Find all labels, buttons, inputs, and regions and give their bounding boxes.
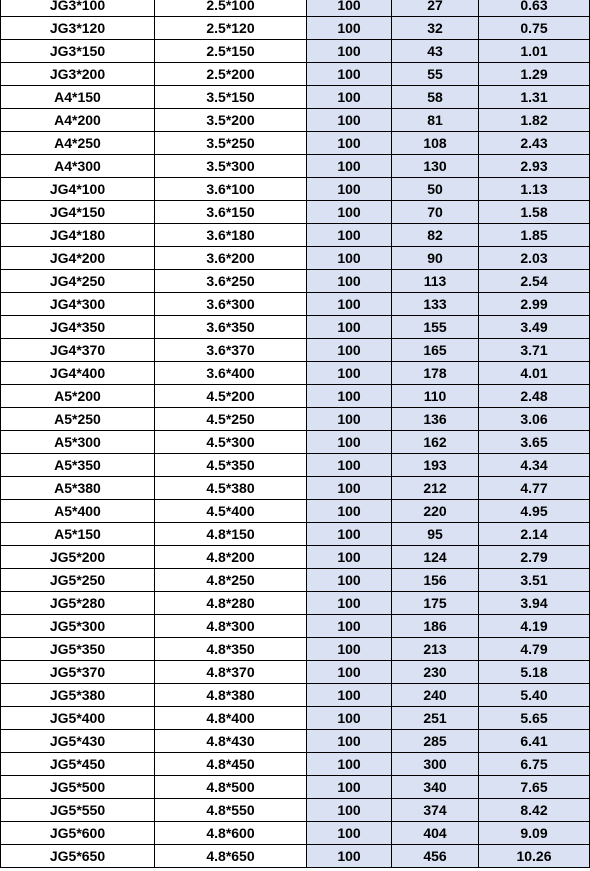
weight-cell: 2.93: [479, 155, 590, 178]
weight-cell: 1.13: [479, 178, 590, 201]
base-cell: 100: [307, 707, 392, 730]
value-cell: 285: [392, 730, 479, 753]
value-cell: 82: [392, 224, 479, 247]
model-cell: JG5*350: [1, 638, 155, 661]
weight-cell: 2.03: [479, 247, 590, 270]
value-cell: 50: [392, 178, 479, 201]
table-row: [1, 132, 590, 155]
weight-cell: 5.40: [479, 684, 590, 707]
weight-cell: 2.79: [479, 546, 590, 569]
weight-cell: 2.43: [479, 132, 590, 155]
value-cell: 456: [392, 845, 479, 868]
model-cell: JG5*500: [1, 776, 155, 799]
base-cell: 100: [307, 523, 392, 546]
size-cell: 4.8*430: [155, 730, 307, 753]
weight-cell: 10.26: [479, 845, 590, 868]
base-cell: 100: [307, 776, 392, 799]
weight-cell: 1.82: [479, 109, 590, 132]
base-cell: 100: [307, 431, 392, 454]
model-cell: JG4*370: [1, 339, 155, 362]
base-cell: 100: [307, 385, 392, 408]
weight-cell: 4.19: [479, 615, 590, 638]
weight-cell: 4.77: [479, 477, 590, 500]
table-row: [1, 385, 590, 408]
weight-cell: 8.42: [479, 799, 590, 822]
size-cell: 4.5*380: [155, 477, 307, 500]
base-cell: 100: [307, 454, 392, 477]
table-row: [1, 293, 590, 316]
model-cell: JG5*430: [1, 730, 155, 753]
base-cell: 100: [307, 799, 392, 822]
weight-cell: 9.09: [479, 822, 590, 845]
model-cell: JG5*380: [1, 684, 155, 707]
weight-cell: 7.65: [479, 776, 590, 799]
size-cell: 4.8*400: [155, 707, 307, 730]
weight-cell: 1.01: [479, 40, 590, 63]
base-cell: 100: [307, 86, 392, 109]
value-cell: 212: [392, 477, 479, 500]
model-cell: JG4*400: [1, 362, 155, 385]
value-cell: 32: [392, 17, 479, 40]
value-cell: 58: [392, 86, 479, 109]
base-cell: 100: [307, 684, 392, 707]
table-row: [1, 569, 590, 592]
base-cell: 100: [307, 592, 392, 615]
base-cell: 100: [307, 155, 392, 178]
size-cell: 4.5*300: [155, 431, 307, 454]
model-cell: A5*250: [1, 408, 155, 431]
model-cell: JG4*300: [1, 293, 155, 316]
size-cell: 3.5*250: [155, 132, 307, 155]
base-cell: 100: [307, 730, 392, 753]
table-row: [1, 799, 590, 822]
size-cell: 4.8*450: [155, 753, 307, 776]
model-cell: JG3*200: [1, 63, 155, 86]
base-cell: 100: [307, 0, 392, 17]
size-cell: 2.5*120: [155, 17, 307, 40]
table-row: [1, 0, 590, 17]
weight-cell: 4.34: [479, 454, 590, 477]
weight-cell: 1.31: [479, 86, 590, 109]
value-cell: 108: [392, 132, 479, 155]
size-cell: 4.5*200: [155, 385, 307, 408]
table-row: [1, 500, 590, 523]
size-cell: 4.8*250: [155, 569, 307, 592]
size-cell: 4.5*400: [155, 500, 307, 523]
model-cell: JG5*200: [1, 546, 155, 569]
base-cell: 100: [307, 845, 392, 868]
size-cell: 4.8*200: [155, 546, 307, 569]
model-cell: A4*150: [1, 86, 155, 109]
model-cell: JG5*650: [1, 845, 155, 868]
size-cell: 3.6*200: [155, 247, 307, 270]
base-cell: 100: [307, 270, 392, 293]
model-cell: A4*300: [1, 155, 155, 178]
weight-cell: 3.06: [479, 408, 590, 431]
size-cell: 4.5*350: [155, 454, 307, 477]
weight-cell: 4.95: [479, 500, 590, 523]
table-row: [1, 155, 590, 178]
value-cell: 213: [392, 638, 479, 661]
base-cell: 100: [307, 753, 392, 776]
base-cell: 100: [307, 63, 392, 86]
base-cell: 100: [307, 822, 392, 845]
weight-cell: 1.29: [479, 63, 590, 86]
weight-cell: 2.14: [479, 523, 590, 546]
model-cell: JG3*120: [1, 17, 155, 40]
table-row: [1, 477, 590, 500]
value-cell: 95: [392, 523, 479, 546]
size-cell: 3.5*300: [155, 155, 307, 178]
table-row: [1, 707, 590, 730]
weight-cell: 6.75: [479, 753, 590, 776]
value-cell: 165: [392, 339, 479, 362]
value-cell: 90: [392, 247, 479, 270]
value-cell: 175: [392, 592, 479, 615]
weight-cell: 3.49: [479, 316, 590, 339]
size-cell: 2.5*200: [155, 63, 307, 86]
size-cell: 4.8*500: [155, 776, 307, 799]
size-cell: 3.5*200: [155, 109, 307, 132]
model-cell: JG3*100: [1, 0, 155, 17]
value-cell: 113: [392, 270, 479, 293]
size-cell: 3.6*370: [155, 339, 307, 362]
size-cell: 4.8*600: [155, 822, 307, 845]
size-cell: 3.6*150: [155, 201, 307, 224]
table-row: [1, 201, 590, 224]
size-cell: 2.5*150: [155, 40, 307, 63]
value-cell: 220: [392, 500, 479, 523]
base-cell: 100: [307, 293, 392, 316]
model-cell: JG4*150: [1, 201, 155, 224]
size-cell: 4.8*380: [155, 684, 307, 707]
model-cell: A5*150: [1, 523, 155, 546]
size-cell: 3.6*180: [155, 224, 307, 247]
model-cell: JG5*300: [1, 615, 155, 638]
value-cell: 374: [392, 799, 479, 822]
table-row: [1, 178, 590, 201]
weight-cell: 1.58: [479, 201, 590, 224]
value-cell: 300: [392, 753, 479, 776]
size-cell: 2.5*100: [155, 0, 307, 17]
model-cell: A5*400: [1, 500, 155, 523]
size-cell: 4.8*350: [155, 638, 307, 661]
weight-cell: 5.18: [479, 661, 590, 684]
size-cell: 3.6*400: [155, 362, 307, 385]
weight-cell: 3.65: [479, 431, 590, 454]
model-cell: A5*380: [1, 477, 155, 500]
value-cell: 186: [392, 615, 479, 638]
model-cell: JG5*370: [1, 661, 155, 684]
base-cell: 100: [307, 661, 392, 684]
weight-cell: 1.85: [479, 224, 590, 247]
weight-cell: 4.79: [479, 638, 590, 661]
base-cell: 100: [307, 546, 392, 569]
model-cell: JG5*280: [1, 592, 155, 615]
base-cell: 100: [307, 569, 392, 592]
model-cell: JG4*100: [1, 178, 155, 201]
table-row: [1, 454, 590, 477]
weight-cell: 2.48: [479, 385, 590, 408]
table-row: [1, 822, 590, 845]
weight-cell: 2.99: [479, 293, 590, 316]
size-cell: 4.5*250: [155, 408, 307, 431]
value-cell: 27: [392, 0, 479, 17]
table-row: [1, 615, 590, 638]
value-cell: 70: [392, 201, 479, 224]
value-cell: 404: [392, 822, 479, 845]
model-cell: JG5*600: [1, 822, 155, 845]
weight-cell: 3.71: [479, 339, 590, 362]
weight-cell: 2.54: [479, 270, 590, 293]
base-cell: 100: [307, 224, 392, 247]
model-cell: A5*350: [1, 454, 155, 477]
table-row: [1, 776, 590, 799]
table-row: [1, 431, 590, 454]
size-cell: 4.8*280: [155, 592, 307, 615]
base-cell: 100: [307, 132, 392, 155]
value-cell: 240: [392, 684, 479, 707]
table-row: [1, 109, 590, 132]
value-cell: 43: [392, 40, 479, 63]
base-cell: 100: [307, 109, 392, 132]
table-row: [1, 247, 590, 270]
value-cell: 130: [392, 155, 479, 178]
size-cell: 3.6*350: [155, 316, 307, 339]
table-row: [1, 523, 590, 546]
size-cell: 3.6*100: [155, 178, 307, 201]
base-cell: 100: [307, 201, 392, 224]
table-row: [1, 661, 590, 684]
model-cell: A4*200: [1, 109, 155, 132]
table-row: [1, 40, 590, 63]
base-cell: 100: [307, 362, 392, 385]
base-cell: 100: [307, 638, 392, 661]
value-cell: 178: [392, 362, 479, 385]
base-cell: 100: [307, 615, 392, 638]
model-cell: JG4*350: [1, 316, 155, 339]
table-row: [1, 362, 590, 385]
value-cell: 81: [392, 109, 479, 132]
weight-cell: 5.65: [479, 707, 590, 730]
weight-cell: 3.94: [479, 592, 590, 615]
size-cell: 4.8*150: [155, 523, 307, 546]
value-cell: 193: [392, 454, 479, 477]
base-cell: 100: [307, 247, 392, 270]
table-row: [1, 592, 590, 615]
value-cell: 136: [392, 408, 479, 431]
value-cell: 230: [392, 661, 479, 684]
size-cell: 3.6*250: [155, 270, 307, 293]
size-cell: 4.8*370: [155, 661, 307, 684]
value-cell: 340: [392, 776, 479, 799]
table-row: [1, 17, 590, 40]
value-cell: 124: [392, 546, 479, 569]
value-cell: 110: [392, 385, 479, 408]
size-cell: 3.6*300: [155, 293, 307, 316]
model-cell: JG5*450: [1, 753, 155, 776]
weight-cell: 4.01: [479, 362, 590, 385]
table-row: [1, 546, 590, 569]
model-cell: JG5*550: [1, 799, 155, 822]
table-row: [1, 86, 590, 109]
model-cell: JG4*180: [1, 224, 155, 247]
weight-cell: 6.41: [479, 730, 590, 753]
weight-cell: 0.63: [479, 0, 590, 17]
table-row: [1, 270, 590, 293]
table-row: [1, 845, 590, 868]
table-row: [1, 316, 590, 339]
table-row: [1, 638, 590, 661]
base-cell: 100: [307, 477, 392, 500]
base-cell: 100: [307, 178, 392, 201]
weight-cell: 0.75: [479, 17, 590, 40]
size-cell: 3.5*150: [155, 86, 307, 109]
size-cell: 4.8*650: [155, 845, 307, 868]
table-row: [1, 753, 590, 776]
value-cell: 156: [392, 569, 479, 592]
table-row: [1, 684, 590, 707]
model-cell: JG5*400: [1, 707, 155, 730]
model-cell: A4*250: [1, 132, 155, 155]
value-cell: 162: [392, 431, 479, 454]
model-cell: JG4*250: [1, 270, 155, 293]
size-cell: 4.8*550: [155, 799, 307, 822]
base-cell: 100: [307, 339, 392, 362]
base-cell: 100: [307, 40, 392, 63]
size-cell: 4.8*300: [155, 615, 307, 638]
table-row: [1, 224, 590, 247]
weight-cell: 3.51: [479, 569, 590, 592]
model-cell: A5*200: [1, 385, 155, 408]
value-cell: 251: [392, 707, 479, 730]
table-row: [1, 339, 590, 362]
value-cell: 155: [392, 316, 479, 339]
table-row: [1, 730, 590, 753]
table-row: [1, 63, 590, 86]
base-cell: 100: [307, 408, 392, 431]
value-cell: 55: [392, 63, 479, 86]
value-cell: 133: [392, 293, 479, 316]
base-cell: 100: [307, 316, 392, 339]
model-cell: JG4*200: [1, 247, 155, 270]
spec-table-body: [1, 0, 590, 868]
base-cell: 100: [307, 17, 392, 40]
table-row: [1, 408, 590, 431]
model-cell: JG5*250: [1, 569, 155, 592]
base-cell: 100: [307, 500, 392, 523]
model-cell: A5*300: [1, 431, 155, 454]
model-cell: JG3*150: [1, 40, 155, 63]
